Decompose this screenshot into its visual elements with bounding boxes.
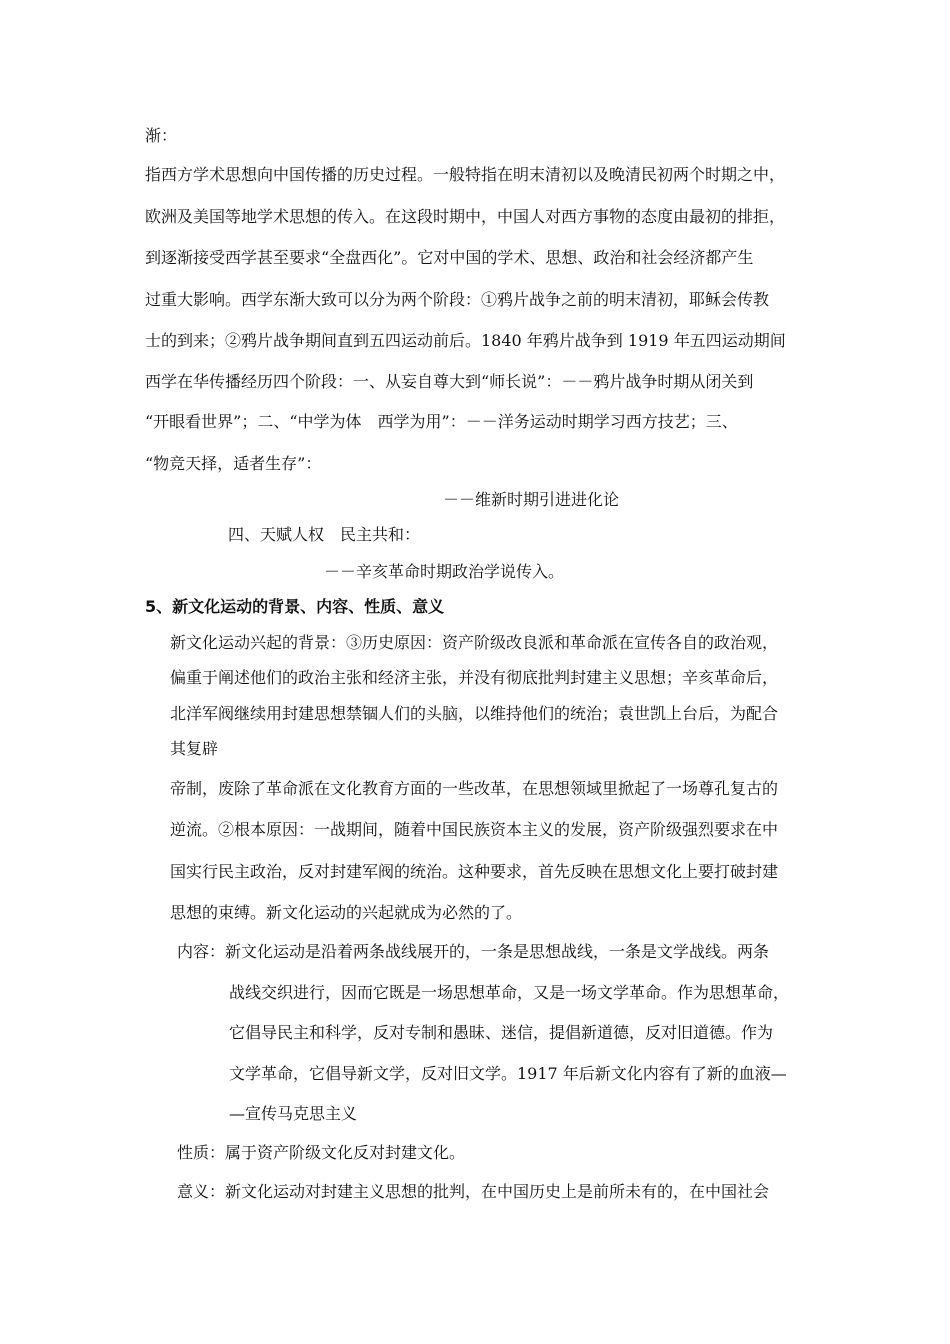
text-line: 战线交织进行，因而它既是一场思想革命，又是一场文学革命。作为思想革命，: [229, 983, 790, 1002]
text-line: 它倡导民主和科学，反对专制和愚昧、迷信，提倡新道德，反对旧道德。作为: [229, 1023, 774, 1042]
text-line: 内容：新文化运动是沿着两条战线展开的，一条是思想战线，一条是文学战线。两条: [177, 942, 770, 961]
text-line: 意义：新文化运动对封建主义思想的批判，在中国历史上是前所未有的，在中国社会: [177, 1182, 770, 1201]
text-line: 帝制，废除了革命派在文化教育方面的一些改革，在思想领域里掀起了一场尊孔复古的: [170, 779, 779, 798]
text-line: 其复辟: [170, 739, 219, 758]
text-line: 思想的束缚。新文化运动的兴起就成为必然的了。: [170, 903, 523, 922]
text-line: 文学革命，它倡导新文学，反对旧文学。1917 年后新文化内容有了新的血液—: [229, 1064, 787, 1083]
text-line: 四、天赋人权 民主共和：: [228, 525, 421, 544]
text-line: 欧洲及美国等地学术思想的传入。在这段时期中，中国人对西方事物的态度由最初的排拒，: [145, 207, 786, 226]
text-line: 国实行民主政治，反对封建军阀的统治。这种要求，首先反映在思想文化上要打破封建: [170, 862, 779, 881]
text-line: －－维新时期引进进化论: [443, 490, 620, 509]
text-line: 偏重于阐述他们的政治主张和经济主张，并没有彻底批判封建主义思想；辛亥革命后，: [170, 668, 779, 687]
text-line: 渐：: [145, 126, 178, 145]
text-line: 北洋军阀继续用封建思想禁锢人们的头脑，以维持他们的统治；袁世凯上台后，为配合: [170, 704, 779, 723]
text-line: 到逐渐接受西学甚至要求“全盘西化”。它对中国的学术、思想、政治和社会经济都产生: [145, 248, 754, 267]
text-line: 逆流。②根本原因：一战期间，随着中国民族资本主义的发展，资产阶级强烈要求在中: [170, 820, 779, 839]
text-line: —宣传马克思主义: [229, 1104, 358, 1123]
text-line: “开眼看世界”；二、“中学为体 西学为用”：－－洋务运动时期学习西方技艺；三、: [145, 412, 738, 431]
text-line: “物竞天择，适者生存”：: [145, 454, 322, 473]
text-line: 新文化运动兴起的背景：③历史原因：资产阶级改良派和革命派在宣传各自的政治观，: [170, 633, 779, 652]
text-line: 士的到来；②鸦片战争期间直到五四运动前后。1840 年鸦片战争到 1919 年五四运动期间: [145, 331, 786, 350]
text-line: 过重大影响。西学东渐大致可以分为两个阶段：①鸦片战争之前的明末清初，耶稣会传教: [145, 290, 770, 309]
text-line: 西学在华传播经历四个阶段：一、从妄自尊大到“师长说”：－－鸦片战争时期从闭关到: [145, 372, 754, 391]
section-heading: 5、新文化运动的背景、内容、性质、意义: [145, 597, 445, 616]
text-line: 性质：属于资产阶级文化反对封建文化。: [177, 1143, 466, 1162]
text-line: 指西方学术思想向中国传播的历史过程。一般特指在明末清初以及晚清民初两个时期之中，: [145, 165, 786, 184]
text-line: －－辛亥革命时期政治学说传入。: [324, 562, 565, 581]
